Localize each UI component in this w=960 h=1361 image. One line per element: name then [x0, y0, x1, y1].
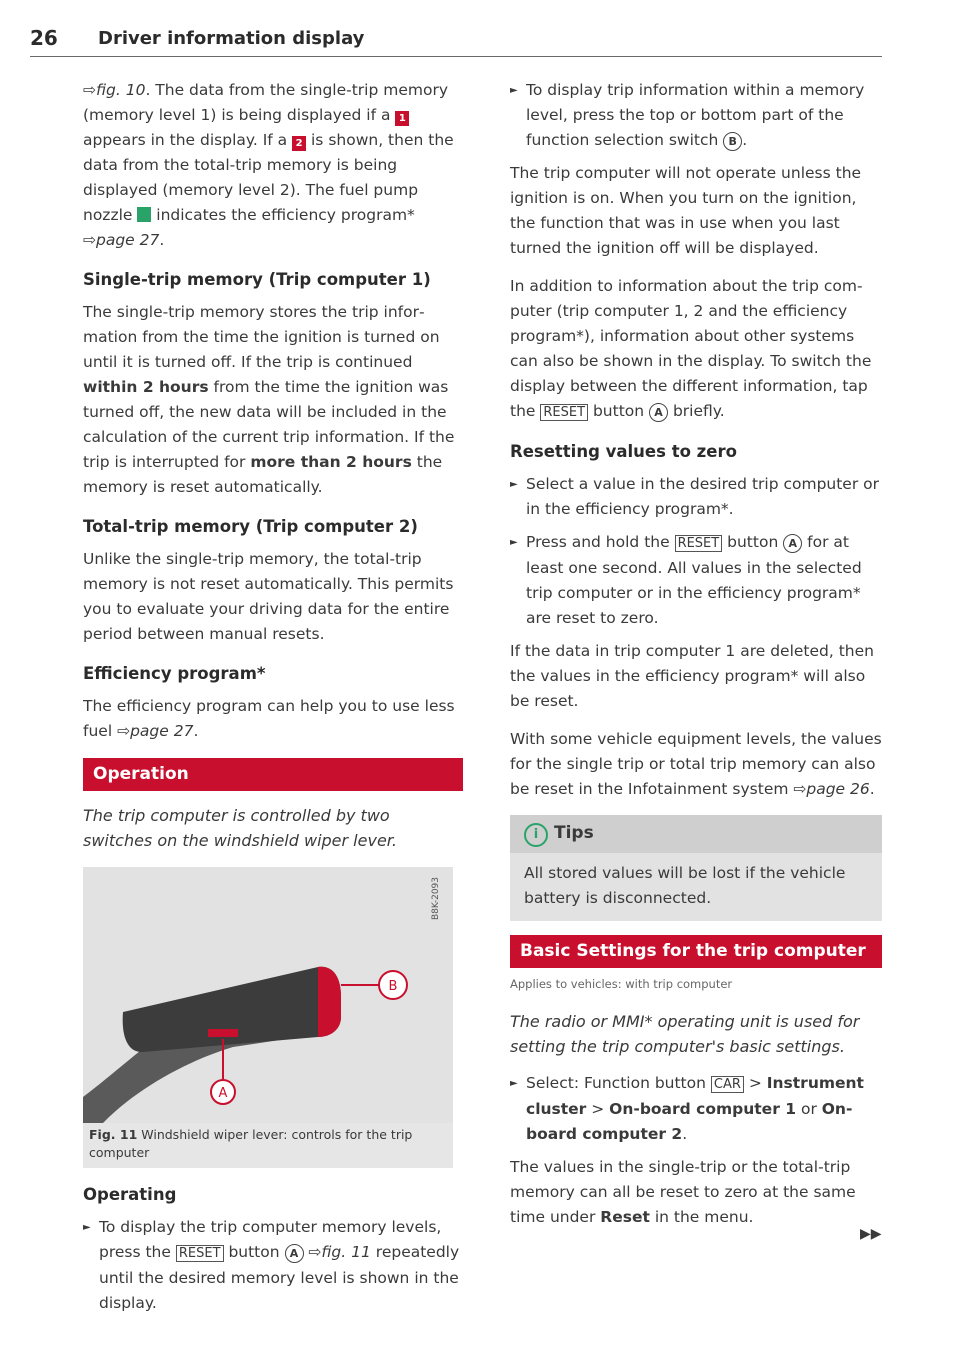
- wiper-lever-illustration: [83, 867, 453, 1123]
- paragraph-deleted: If the data in trip computer 1 are deleted, then the values in the efficiency program* will also be reset.: [510, 642, 874, 710]
- callout-a-icon: A: [783, 534, 802, 553]
- section-bar-basic-settings: Basic Settings for the trip computer: [510, 935, 882, 968]
- page-link[interactable]: page 26: [806, 780, 870, 798]
- figure-code: B8K-2093: [431, 877, 441, 921]
- figure-link[interactable]: fig. 10: [96, 81, 146, 99]
- figure-caption: Fig. 11 Windshield wiper lever: controls for the trip computer: [83, 1123, 453, 1168]
- bullet-select-function: ► Select: Function button CAR > Instrument cluster > On-board computer 1 or On-board computer 2.: [510, 1071, 882, 1147]
- page-header: [30, 26, 882, 57]
- paragraph-total-trip: Unlike the single-trip memory, the total-trip memory is not reset automatically. This permits you to evaluate your driving data for the entire period between manual resets.: [83, 550, 454, 643]
- callout-a-icon: A: [649, 403, 668, 422]
- basic-intro: The radio or MMI* operating unit is used for setting the trip computer's basic settings.: [510, 1012, 860, 1056]
- heading-total-trip: Total-trip memory (Trip computer 2): [83, 517, 418, 536]
- callout-b-icon: B: [723, 132, 742, 151]
- info-icon: i: [524, 823, 548, 847]
- paragraph-single-trip: The single-trip memory stores the trip information from the time the ignition is turned on until it is turned off. If the trip is continued within 2 hours from the time the ignition was turned off, the new data will be included in the calculation of the current trip information. If the trip is interrupted for more than 2 hours the memory is reset automatically.: [83, 303, 455, 496]
- car-key: CAR: [711, 1076, 744, 1093]
- tips-text: All stored values will be lost if the vehicle battery is disconnected.: [524, 864, 846, 907]
- heading-operating: Operating: [83, 1185, 177, 1204]
- heading-efficiency: Efficiency program*: [83, 664, 266, 683]
- tips-header: i Tips: [510, 815, 882, 853]
- paragraph-vehicle-levels: With some vehicle equipment levels, the values for the single trip or total trip memory can also be reset in the Infotainment system ⇨page 26.: [510, 730, 882, 798]
- page-number: 26: [30, 26, 58, 50]
- page-link[interactable]: page 27: [96, 231, 160, 249]
- reset-key: RESET: [675, 535, 723, 552]
- paragraph-ignition: The trip computer will not operate unless the ignition is on. When you turn on the ignition, the function that was in use when you last turned the ignition off will be displayed.: [510, 164, 862, 257]
- svg-text:B: B: [388, 979, 398, 994]
- figure-wiper-lever: [83, 867, 453, 1123]
- intro-text: The trip computer is controlled by two switches on the windshield wiper lever.: [83, 806, 397, 850]
- applies-to: Applies to vehicles: with trip computer: [510, 977, 733, 991]
- section-bar-operation: Operation: [83, 758, 463, 791]
- bullet-display-memory-levels: ► To display the trip computer memory levels, press the RESET button A ⇨fig. 11 repeatedly until the desired memory level is shown in the display.: [83, 1215, 463, 1316]
- page-link[interactable]: page 27: [130, 722, 194, 740]
- callout-a-icon: A: [285, 1244, 304, 1263]
- heading-single-trip: Single-trip memory (Trip computer 1): [83, 270, 431, 289]
- bullet-select-value: ► Select a value in the desired trip computer or in the efficiency program*.: [510, 472, 882, 522]
- paragraph-efficiency: The efficiency program can help you to use less fuel ⇨page 27.: [83, 697, 455, 740]
- paragraph-memory-levels: ⇨fig. 10. The data from the single-trip memory (memory level 1) is being displayed if a 1 appears in the display. If a 2 is shown, then the data from the total-trip memory is being displayed (memory level 2). The fuel pump nozzle indicates the efficiency program* ⇨page 27.: [83, 81, 454, 249]
- paragraph-additional-info: In addition to information about the trip computer (trip computer 1, 2 and the efficiency program*), information about other systems can also be shown in the display. To switch the display between the different information, tap the RESET button A briefly.: [510, 277, 872, 420]
- tips-box: [510, 815, 882, 921]
- figure-link[interactable]: fig. 11: [321, 1243, 371, 1261]
- reset-key: RESET: [540, 404, 588, 421]
- paragraph-reset-menu: The values in the single-trip or the total-trip memory can all be reset to zero at the same time under Reset in the menu.: [510, 1158, 856, 1226]
- section-title: Driver information display: [98, 28, 365, 49]
- memory-level-2-icon: 2: [292, 136, 306, 151]
- left-column: [83, 78, 463, 1324]
- memory-level-1-icon: 1: [395, 111, 409, 126]
- bullet-press-hold: ► Press and hold the RESET button A for at least one second. All values in the selected trip computer or in the efficiency program* are reset to zero.: [510, 530, 882, 631]
- svg-text:A: A: [218, 1086, 228, 1101]
- fuel-pump-nozzle-icon: [137, 207, 151, 222]
- continue-arrow-icon: ▶▶: [860, 1226, 882, 1242]
- bullet-trip-info: ► To display trip information within a memory level, press the top or bottom part of the function selection switch B .: [510, 78, 882, 153]
- heading-resetting: Resetting values to zero: [510, 442, 737, 461]
- reset-key: RESET: [176, 1245, 224, 1262]
- right-column: [510, 78, 882, 1243]
